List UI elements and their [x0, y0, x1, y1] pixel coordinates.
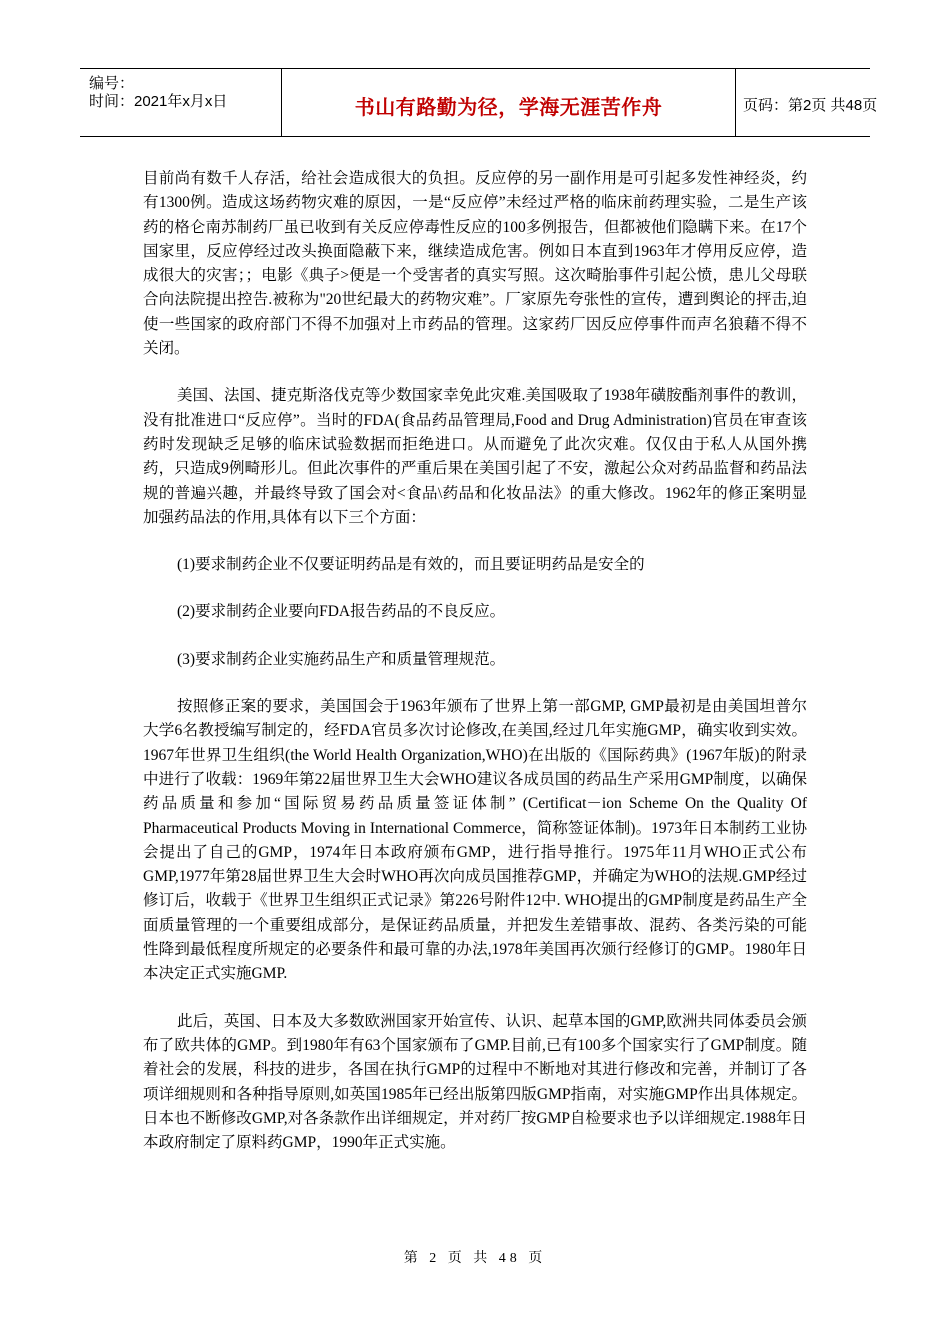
page-header: [80, 68, 878, 137]
paragraph-gmp-adoption: 此后，英国、日本及大多数欧洲国家开始宣传、认识、起草本国的GMP,欧洲共同体委员会颁布了欧共体的GMP。到1980年有63个国家颁布了GMP.目前,已有100多个国家实行了GMP制度。随着社会的发展，科技的进步，各国在执行GMP的过程中不断地对其进行修改和完善，并制订了各项详细规则和各种指导原则,如英国1985年已经出版第四版GMP指南，对实施GMP作出具体规定。日本也不断修改GMP,对各条款作出详细规定，并对药厂按GMP自检要求也予以详细规定.1988年日本政府制定了原料药GMP，1990年正式实施。: [143, 1012, 807, 1152]
paragraph-gmp-history: 按照修正案的要求，美国国会于1963年颁布了世界上第一部GMP, GMP最初是由美国坦普尔大学6名教授编写制定的，经FDA官员多次讨论修改,在美国,经过几年实施GMP，确实收到实效。1967年世界卫生组织(the World Health Organization,WHO)在出版的《国际药典》(1967年版)的附录中进行了收载：1969年第22届世界卫生大会WHO建议各成员国的药品生产采用GMP制度，以确保药品质量和参加“国际贸易药品质量签证体制” (Certificat－ion Scheme On the Quality Of Pharmaceutical Products Moving in International Commerce，简称签证体制)。1973年日本制药工业协会提出了自己的GMP，1974年日本政府颁布GMP，进行指导推行。1975年11月WHO正式公布GMP,1977年第28届世界卫生大会时WHO再次向成员国推荐GMP，并确定为WHO的法规.GMP经过修订后，收载于《世界卫生组织正式记录》第226号附件12中. WHO提出的GMP制度是药品生产全面质量管理的一个重要组成部分，是保证药品质量，并把发生差错事故、混药、各类污染的可能性降到最低程度所规定的必要条件和最可靠的办法,1978年美国再次颁行经修订的GMP。1980年日本决定正式实施GMP.: [143, 698, 807, 983]
header-meta-cell: [80, 69, 281, 136]
list-item-requirement-2: (2)要求制药企业要向FDA报告药品的不良反应。: [177, 603, 506, 621]
paragraph-thalidomide-impact: 目前尚有数千人存活，给社会造成很大的负担。反应停的另一副作用是可引起多发性神经炎，约有1300例。造成这场药物灾难的原因，一是“反应停”未经过严格的临床前药理实验，二是生产该药的格仑南苏制药厂虽已收到有关反应停毒性反应的100多例报告，但都被他们隐瞒下来。在17个国家里，反应停经过改头换面隐蔽下来，继续造成危害。例如日本直到1963年才停用反应停，造成很大的灾害；；电影《典子>便是一个受害者的真实写照。这次畸胎事件引起公愤，患儿父母联合向法院提出控告.被称为"20世纪最大的药物灾难”。厂家原先夸张性的宣传，遭到舆论的抨击,迫使一些国家的政府部门不得不加强对上市药品的管理。这家药厂因反应停事件而声名狼藉不得不关闭。: [143, 170, 807, 358]
list-item-requirement-1: (1)要求制药企业不仅要证明药品是有效的，而且要证明药品是安全的: [177, 556, 645, 574]
header-page-cell: [735, 69, 878, 136]
paragraph-us-escape: 美国、法国、捷克斯洛伐克等少数国家幸免此灾难.美国吸取了1938年磺胺酯剂事件的教训，没有批准进口“反应停”。当时的FDA(食品药品管理局,Food and Drug Administration)官员在审查该药时发现缺乏足够的临床试验数据而拒绝进口。从而避免了此次灾难。仅仅由于私人从国外携药，只造成9例畸形儿。但此次事件的严重后果在美国引起了不安，激起公众对药品监督和药品法规的普遍兴趣，并最终导致了国会对<食品\药品和化妆品法》的重大修改。1962年的修正案明显加强药品法的作用,具体有以下三个方面：: [143, 387, 807, 526]
list-item-requirement-3: (3)要求制药企业实施药品生产和质量管理规范。: [177, 650, 506, 668]
page-footer: 第 2 页 共 48 页: [403, 1251, 547, 1266]
header-motto-cell: [281, 69, 736, 136]
document-number-label: 编号：: [89, 75, 135, 92]
header-page-info: 页码：第2页 共48页: [743, 97, 878, 114]
document-body: [143, 167, 807, 1178]
document-time-label: 时间：2021年x月x日: [89, 93, 228, 110]
header-motto: 书山有路勤为径，学海无涯苦作舟: [354, 95, 663, 119]
